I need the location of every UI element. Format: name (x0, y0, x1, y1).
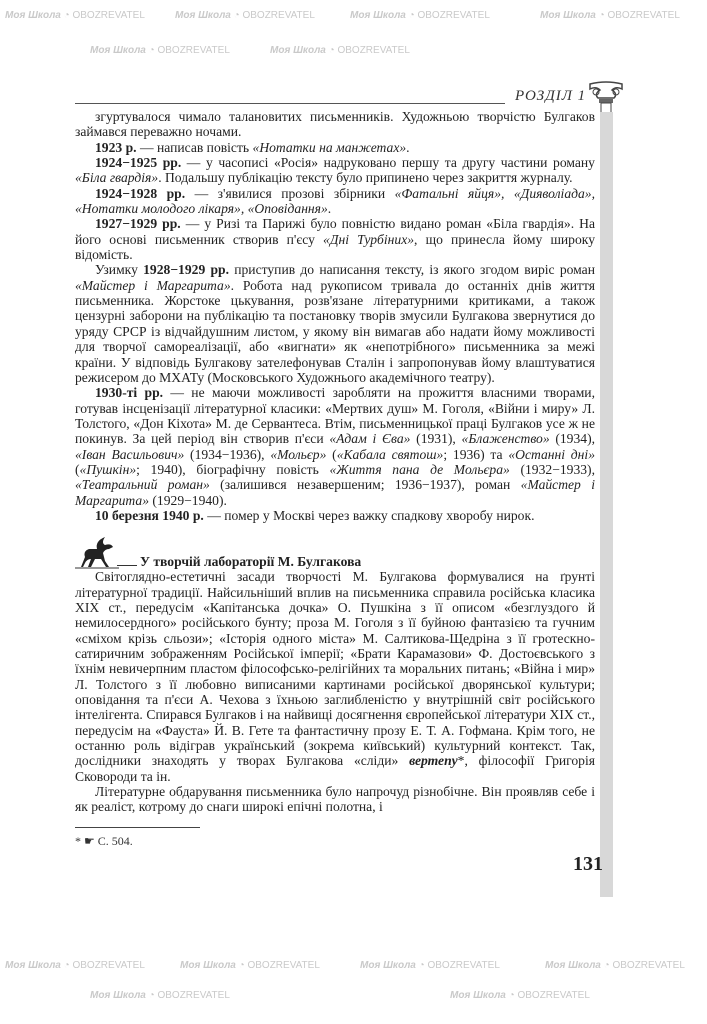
watermark-brand: OBOZREVATEL (72, 960, 145, 971)
text-run: , що принесла йому широку відомість. (75, 231, 595, 263)
text-run: Світоглядно-естетичні засади творчості М. Булгакова формувалися на ґрунті літературної традиції. Найсильніший вплив на письменника справила російська класика XIX ст., передусім «Капітанська дочка» О. Пушкіна з її описом «безглуздого й немилосердного» російського бунту; проза М. Гоголя з її буйною фантазією та гучним «сміхом крізь сльози»; «Історія одного міста» М. Салтикова-Щедріна з її гротескно-сатиричним зображенням Російської імперії; «Брати Карамазови» Ф. Достоєвського з їхнім невичерпним пластом філософсько-релігійних та моральних питань; «Війна і мир» Л. Толстого з її любовно виписаними картинами російської дворянської культури; оповідання та п'єси А. Чехова з їхньою заглибленістю у внутрішній світ російського інтелігента. Спирався Булгаков і на найвищі досягнення європейської літератури XIX ст., передусім на «Фауста» Й. В. Гете та фантастичну прозу Е. Т. А. Гофмана. Крім того, не останню роль відіграв український (зокрема київський) культурний контекст. Так, дослідники знаходять у творах Булгакова «сліди» (75, 569, 595, 769)
text-run: . Робота над рукописом тривала до останніх днів життя письменника. Жорстоке цькування, розв'язане літературними критиками, а також цензурні заборони на публікацію та постановку творів змусили Булгакова звернутися до уряду СРСР із відчайдушним листом, у якому він вимагав або надати йому можливості для творчої самореалізації, або «вигнати» як «непотрібного» письменника за межі країни. У відповідь Булгакову зателефонував Сталін і запропонував йому влаштуватися режисером до МХАТу (Московського Художнього академічного театру). (75, 277, 595, 385)
paragraph (75, 155, 595, 186)
watermark-brand: OBOZREVATEL (607, 10, 680, 21)
emphasis-text: 1928−1929 рр. (143, 262, 229, 278)
emphasis-text: «Пушкін» (79, 461, 137, 477)
emphasis-text: 1924−1925 рр. (95, 155, 182, 171)
watermark-brand: OBOZREVATEL (247, 960, 320, 971)
paragraph (75, 140, 595, 155)
watermark: Моя Школа ◔ OBOZREVATEL (540, 10, 680, 21)
text-run: . (406, 139, 410, 155)
emphasis-text: «Майстер і Маргарита» (75, 277, 231, 293)
watermark: Моя Школа ◔ OBOZREVATEL (5, 960, 145, 971)
watermark-brand: Моя Школа (5, 960, 61, 971)
paragraph (75, 784, 595, 815)
watermark: Моя Школа ◔ OBOZREVATEL (5, 10, 145, 21)
emphasis-text: 10 березня 1940 р. (95, 507, 204, 523)
page-content (75, 0, 603, 876)
emphasis-text: «Біла гвардія» (75, 170, 159, 186)
watermark-brand: OBOZREVATEL (612, 960, 685, 971)
text-run: — з'явилися прозові збірники (185, 185, 395, 201)
page-side-strip (600, 112, 613, 897)
watermark-brand: Моя Школа (175, 10, 231, 21)
watermark-brand: Моя Школа (5, 10, 61, 21)
text-run: — помер у Москві через важку спадкову хворобу нирок. (203, 507, 535, 523)
emphasis-text: 1927−1929 рр. (95, 216, 181, 232)
watermark-brand: Моя Школа (545, 960, 601, 971)
text-run: Узимку (95, 262, 144, 278)
pointing-hand-icon: ☛ (84, 833, 95, 848)
watermark-brand: Моя Школа (180, 960, 236, 971)
watermark-brand: Моя Школа (540, 10, 596, 21)
text-run: (1934−1936), (184, 446, 271, 462)
watermark-brand: Моя Школа (450, 990, 506, 1001)
footnote (75, 834, 595, 848)
pegasus-icon (75, 537, 119, 569)
paragraph (75, 569, 595, 784)
emphasis-text: 1924−1928 рр. (95, 185, 186, 201)
watermark: Моя Школа ◔ OBOZREVATEL (180, 960, 320, 971)
watermark: Моя Школа ◔ OBOZREVATEL (90, 45, 230, 56)
emphasis-text: «Нотатки на манжетах» (252, 139, 407, 155)
emphasis-text: «Останні дні» (508, 446, 595, 462)
watermark-brand: OBOZREVATEL (517, 990, 590, 1001)
emphasis-text: «Життя пана де Мольєра» (329, 461, 510, 477)
biography-section (75, 109, 595, 523)
watermark: Моя Школа ◔ OBOZREVATEL (545, 960, 685, 971)
emphasis-text: 1930-ті рр. (95, 385, 164, 401)
text-run: *, філософії Григорія Сковороди та ін. (75, 753, 595, 784)
text-run: (1931), (410, 431, 462, 447)
page-number: 131 (573, 852, 603, 875)
emphasis-text: «Театральний роман» (75, 477, 210, 493)
text-run: (1934), (549, 431, 596, 447)
text-run: ( (75, 461, 80, 477)
paragraph (75, 216, 595, 262)
text-run: — не маючи можливості заробляти на прожиття власними творами, готував інсценізації літературної класики: «Мертвих душ» М. Гоголя, «Війни і миру» Л. Толстого, «Дон Кіхота» М. де Сервантеса. Втім, письменницької праці Булгаков усе ж не покинув. За цей період він створив п'єси (75, 385, 595, 447)
text-run: — написав повість (136, 139, 253, 155)
emphasis-text: «Мольєр» (270, 446, 327, 462)
watermark: Моя Школа ◔ OBOZREVATEL (270, 45, 410, 56)
watermark-brand: OBOZREVATEL (427, 960, 500, 971)
paragraph (75, 109, 595, 140)
watermark-brand: OBOZREVATEL (72, 10, 145, 21)
emphasis-text: «Адам і Єва» (329, 431, 411, 447)
footnote-ref: С. 504. (97, 833, 133, 848)
lab-section (75, 569, 595, 815)
text-run: приступив до написання тексту, із якого згодом виріс роман (229, 262, 595, 278)
watermark-brand: OBOZREVATEL (242, 10, 315, 21)
emphasis-text: «Блаженство» (461, 431, 550, 447)
text-run: (залишився незавершеним; 1936−1937), роман (209, 477, 521, 493)
watermark: Моя Школа ◔ OBOZREVATEL (175, 10, 315, 21)
text-run: ; 1936) та (443, 446, 509, 462)
text-run: Літературне обдарування письменника було напрочуд різнобічне. Він проявляв себе і як реаліст, котрому до снаги широкі епічні полотна, і (75, 784, 595, 815)
text-run: — у часописі «Росія» надруковано першу та другу частини роману (181, 155, 595, 171)
emphasis-text: вертепу (409, 753, 458, 769)
watermark-brand: OBOZREVATEL (417, 10, 490, 21)
text-run: — у Ризі та Парижі було повністю видано роман «Біла гвардія». На його основі письменник створив п'єсу (75, 216, 595, 247)
paragraph (75, 385, 595, 508)
emphasis-text: «Кабала святош» (336, 446, 444, 462)
lab-title: У творчій лабораторії М. Булгакова (140, 553, 362, 569)
text-run: (1932−1933), (509, 461, 595, 477)
paragraph (75, 186, 595, 217)
text-run: . (327, 201, 332, 217)
emphasis-text: «Іван Васильович» (75, 446, 185, 462)
watermark: Моя Школа ◔ OBOZREVATEL (90, 990, 230, 1001)
watermark-brand: Моя Школа (90, 45, 146, 56)
watermark-brand: OBOZREVATEL (157, 45, 230, 56)
footnote-rule (75, 827, 200, 828)
watermark-brand: OBOZREVATEL (337, 45, 410, 56)
watermark: Моя Школа ◔ OBOZREVATEL (450, 990, 590, 1001)
text-run: . Подальшу публікацію тексту було припинено через закриття журналу. (158, 170, 573, 186)
emphasis-text: 1923 р. (95, 139, 137, 155)
watermark-brand: OBOZREVATEL (157, 990, 230, 1001)
paragraph (75, 508, 595, 523)
emphasis-text: «Дні Турбіних» (323, 231, 415, 247)
emphasis-text: «Фатальні яйця», «Дияволіада», «Нотатки молодого лікаря», «Оповідання» (75, 185, 595, 217)
watermark: Моя Школа ◔ OBOZREVATEL (360, 960, 500, 971)
text-run: ( (326, 446, 337, 462)
lab-heading (75, 537, 595, 569)
watermark-brand: Моя Школа (350, 10, 406, 21)
watermark: Моя Школа ◔ OBOZREVATEL (350, 10, 490, 21)
emphasis-text: «Майстер і Маргарита» (75, 477, 595, 508)
footnote-marker: * (75, 833, 81, 848)
lab-heading-rule (117, 565, 137, 566)
watermark-brand: Моя Школа (270, 45, 326, 56)
text-run: ; 1940), біографічну повість (136, 461, 330, 477)
text-run: згуртувалося чимало талановитих письменників. Художньою творчістю Булгаков займався переважно ночами. (75, 109, 595, 140)
paragraph (75, 262, 595, 385)
watermark-brand: Моя Школа (360, 960, 416, 971)
watermark-brand: Моя Школа (90, 990, 146, 1001)
section-label: РОЗДІЛ 1 (515, 88, 587, 104)
text-run: (1929−1940). (149, 492, 227, 508)
